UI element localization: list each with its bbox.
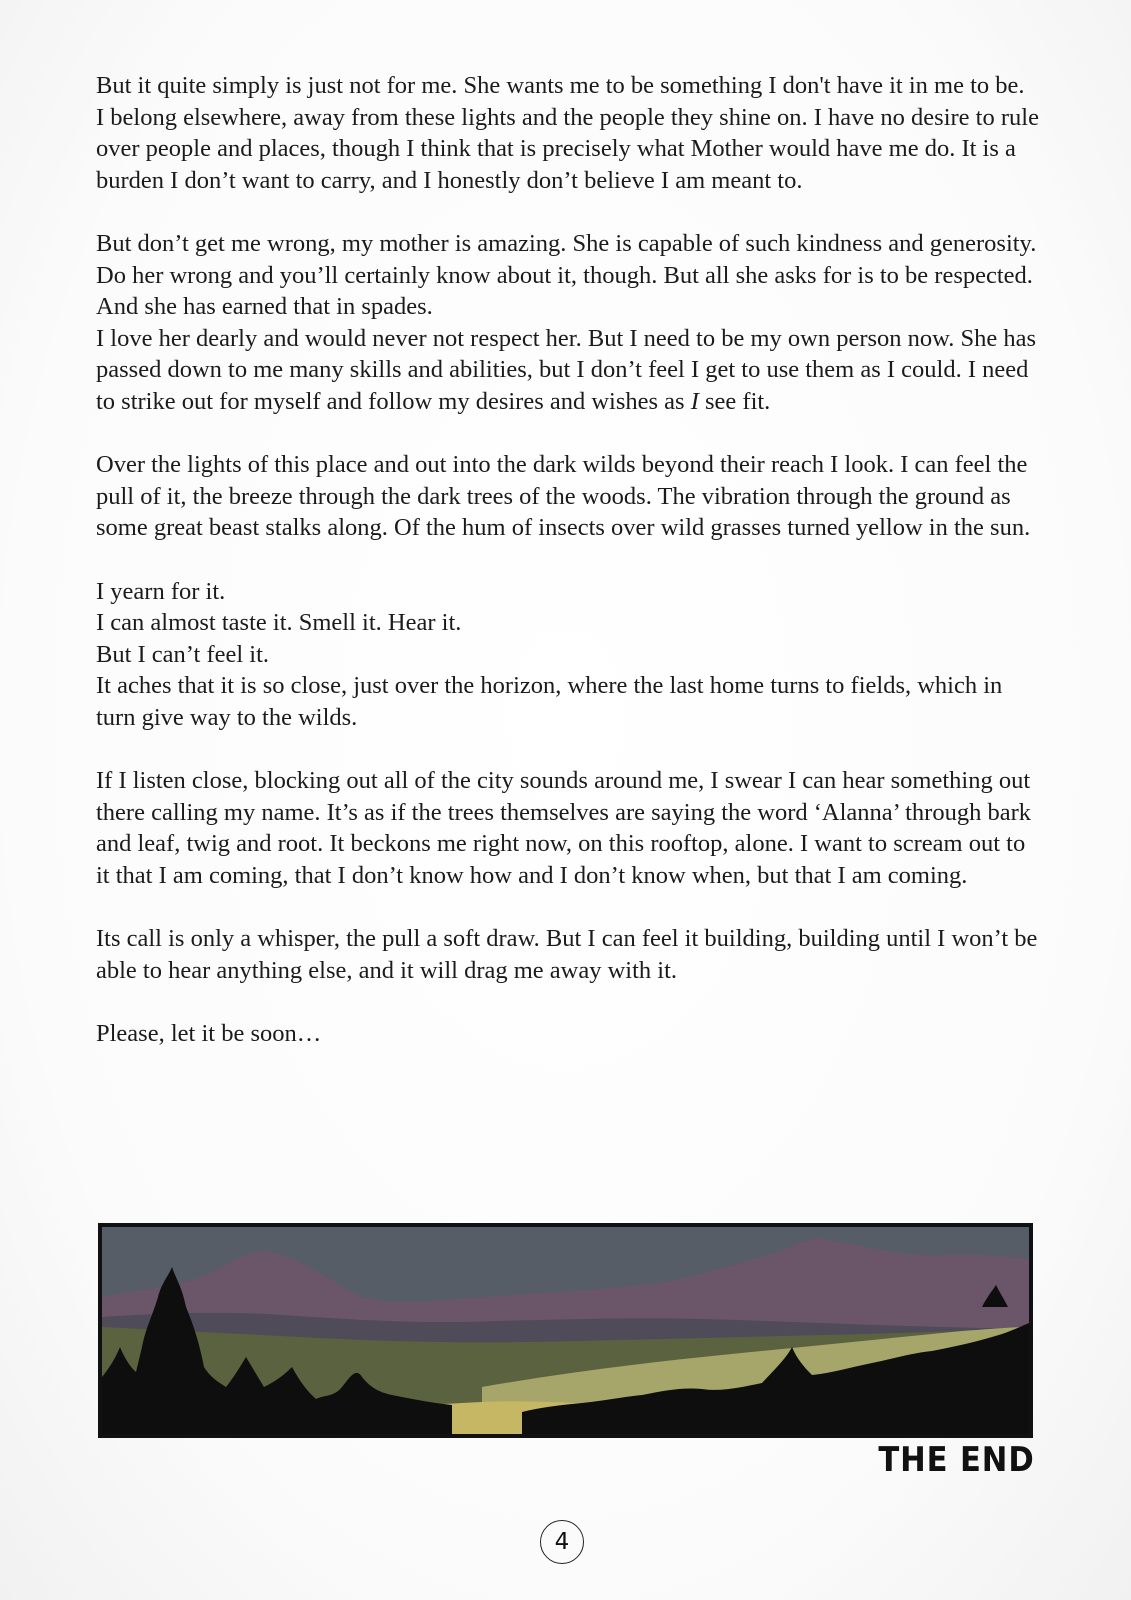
paragraph-7 [96,1018,1040,1050]
paragraph-2-line-2: I love her dearly and would never not respect her. But I need to be my own person now. She has passed down to me many skills and abilities, but I don’t feel I get to use them as I could. I need to strike out for myself and follow my desires and wishes as [96,324,1037,415]
paragraph-2-line-1: But don’t get me wrong, my mother is amazing. She is capable of such kindness and generosity. Do her wrong and you’ll certainly know about it, though. But all she asks for is to be respected. And she has earned that in spades. [96,229,1037,321]
paragraph-2 [96,228,1040,418]
paragraph-3-line-1: Over the lights of this place and out into the dark wilds beyond their reach I look. I can feel the pull of it, the breeze through the dark trees of the woods. The vibration through the ground as some great beast stalks along. Of the hum of insects over wild grasses turned yellow in the sun. [96,451,1031,542]
paragraph-4-line-2: I can almost taste it. Smell it. Hear it. [96,609,462,637]
italic-emphasis: I [690,387,699,415]
paragraph-4 [96,576,1040,734]
paragraph-2-line-2-end: see fit. [698,387,771,415]
paragraph-4-line-3: But I can’t feel it. [96,640,270,668]
paragraph-4-line-4: It aches that it is so close, just over the horizon, where the last home turns to fields, which in turn give way to the wilds. [96,672,1003,731]
story-text [96,70,1040,1049]
the-end-title: THE END [878,1440,1035,1480]
paragraph-4-line-1: I yearn for it. [96,577,226,605]
paragraph-3 [96,449,1040,544]
paragraph-1 [96,70,1040,196]
paragraph-7-line-1: Please, let it be soon… [96,1019,322,1047]
paragraph-5-line-1: If I listen close, blocking out all of the city sounds around me, I swear I can hear something out there calling my name. It’s as if the trees themselves are saying the word ‘Alanna’ through bark and leaf, twig and root. It beckons me right now, on this rooftop, alone. I want to scream out to it that I am coming, that I don’t know how and I don’t know when, but that I am coming. [96,767,1031,889]
paragraph-6-line-1: Its call is only a whisper, the pull a soft draw. But I can feel it building, building until I won’t be able to hear anything else, and it will drag me away with it. [96,925,1038,984]
landscape-illustration [98,1223,1033,1438]
landscape-svg [102,1227,1029,1434]
paragraph-5 [96,765,1040,891]
page-number: 4 [540,1520,584,1564]
paragraph-1-line-2: I belong elsewhere, away from these lights and the people they shine on. I have no desire to rule over people and places, though I think that is precisely what Mother would have me do. It is a burden I don’t want to carry, and I honestly don’t believe I am meant to. [96,103,1039,194]
paragraph-6 [96,923,1040,986]
paragraph-1-line-1: But it quite simply is just not for me. She wants me to be something I don't have it in me to be. [96,72,1025,99]
